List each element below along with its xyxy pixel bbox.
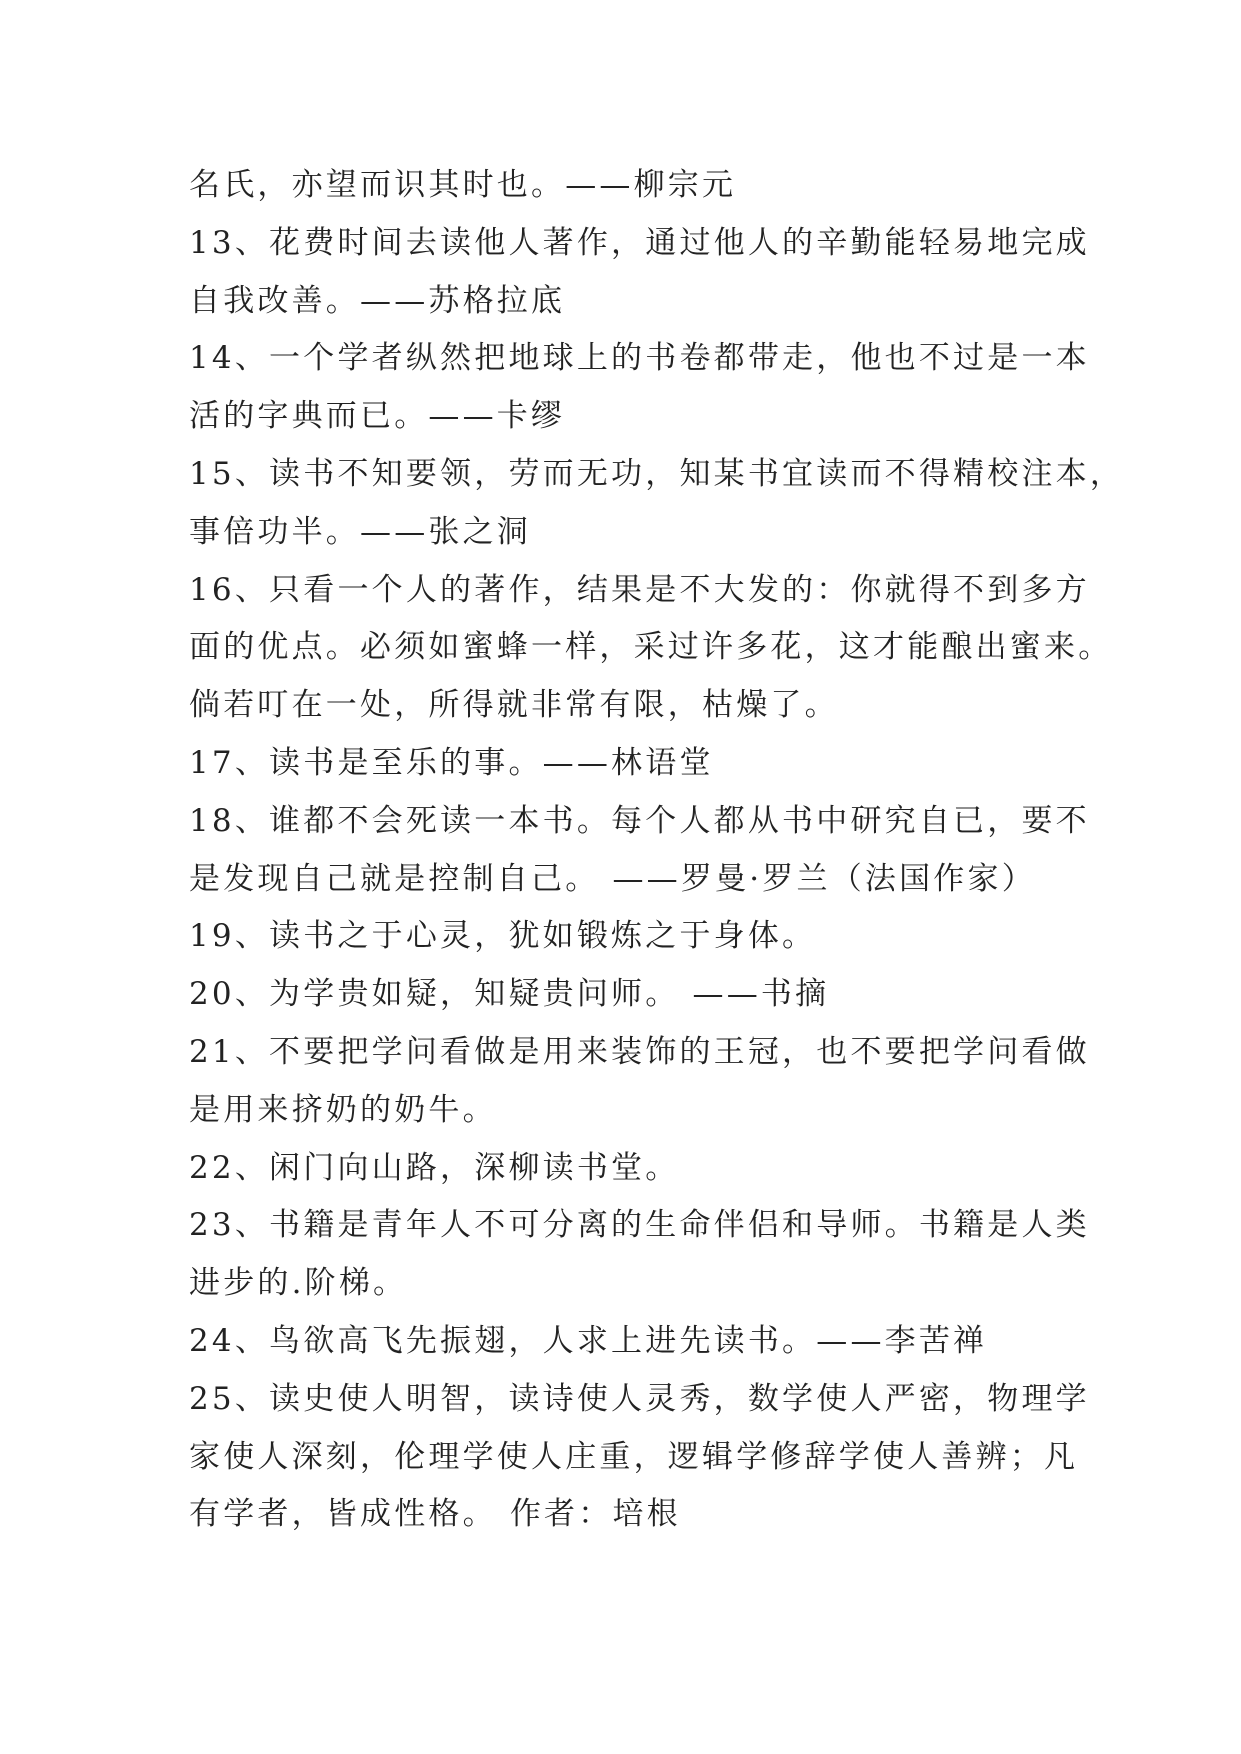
text-line: 自我改善。——苏格拉底 <box>189 282 566 319</box>
text-line: 有学者，皆成性格。 作者：培根 <box>189 1496 681 1533</box>
text-line: 活的字典而已。——卡缪 <box>189 398 566 435</box>
text-line: 14、一个学者纵然把地球上的书卷都带走，他也不过是一本 <box>189 340 1090 377</box>
document-body <box>189 157 1125 1544</box>
text-line: 13、花费时间去读他人著作，通过他人的辛勤能轻易地完成 <box>189 224 1090 261</box>
text-line: 21、不要把学问看做是用来装饰的王冠，也不要把学问看做 <box>189 1033 1090 1070</box>
text-line: 15、读书不知要领，劳而无功，知某书宜读而不得精校注本， <box>189 455 1125 492</box>
text-line: 23、书籍是青年人不可分离的生命伴侣和导师。书籍是人类 <box>189 1207 1090 1244</box>
text-line: 19、读书之于心灵，犹如锻炼之于身体。 <box>189 918 817 955</box>
text-line: 名氏，亦望而识其时也。——柳宗元 <box>189 167 737 203</box>
text-line: 18、谁都不会死读一本书。每个人都从书中研究自已，要不 <box>189 802 1090 839</box>
text-line: 22、闲门向山路，深柳读书堂。 <box>189 1149 680 1186</box>
text-line: 16、只看一个人的著作，结果是不大发的：你就得不到多方 <box>189 571 1090 608</box>
text-line: 面的优点。必须如蜜蜂一样，采过许多花，这才能酿出蜜来。 <box>189 629 1113 666</box>
text-line: 是发现自己就是控制自己。 ——罗曼·罗兰（法国作家） <box>189 860 1036 897</box>
text-line: 24、鸟欲高飞先振翅，人求上进先读书。——李苦禅 <box>189 1322 988 1359</box>
text-line: 是用来挤奶的奶牛。 <box>189 1091 497 1128</box>
text-line: 25、读史使人明智，读诗使人灵秀，数学使人严密，物理学 <box>189 1380 1090 1417</box>
text-line: 20、为学贵如疑，知疑贵问师。 ——书摘 <box>189 976 830 1013</box>
text-line: 倘若叮在一处，所得就非常有限，枯燥了。 <box>189 687 839 724</box>
text-line: 进步的.阶梯。 <box>189 1265 408 1302</box>
text-line: 家使人深刻，伦理学使人庄重，逻辑学修辞学使人善辨；凡 <box>189 1438 1079 1475</box>
text-line: 17、读书是至乐的事。——林语堂 <box>189 744 714 781</box>
text-line: 事倍功半。——张之洞 <box>189 513 531 550</box>
